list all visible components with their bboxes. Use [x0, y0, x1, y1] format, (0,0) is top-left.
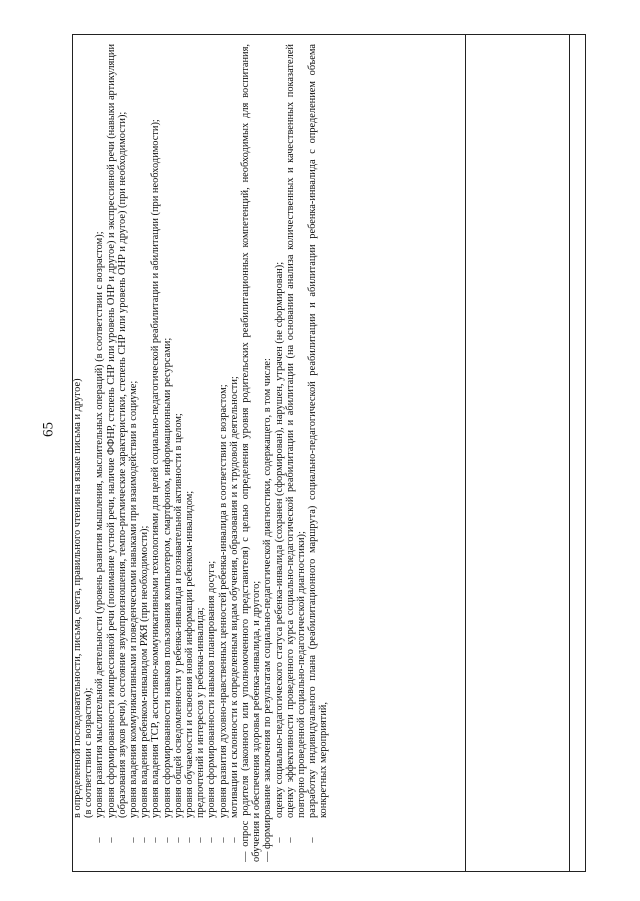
list-item: – уровня владения ТСР, ассистивно-коммуникативными технологиями для целей социально-педагогической реабилитации и абилитации (при необходимости); — [150, 44, 161, 862]
list-item: – уровня владения ребенком-инвалидом РЖЯ (при необходимости); — [139, 44, 150, 862]
paragraph: — формирование заключения по результатам социально-педагогической диагностики, содержащего, в том числе: — [262, 44, 273, 862]
dash-marker: – — [128, 837, 140, 843]
dash-marker: – — [172, 837, 184, 843]
dash-marker: – — [284, 837, 296, 843]
dash-marker: – — [94, 837, 106, 843]
list-item: – уровня сформированности навыков пользования компьютером, смартфоном, информационными ресурсами; — [162, 44, 173, 862]
sub-list-item: – оценку социально-педагогического статуса ребенка-инвалида (сохранен (сформирован), нарушен, утрачен (не сформирован); — [274, 44, 285, 862]
list-item: – мотивации и склонности к определенным видам обучения, образования и к трудовой деятельности; — [229, 44, 240, 862]
text-cell — [72, 44, 464, 862]
dash-marker: – — [161, 837, 173, 843]
dash-marker: – — [105, 837, 117, 843]
dash-marker: – — [307, 837, 319, 843]
list-item: – предпочтений и интересов у ребенка-инвалида; — [195, 44, 206, 862]
dash-marker: – — [195, 837, 207, 843]
list-item: – уровня общей осведомленности у ребенка-инвалида и познавательной активности в целом; — [173, 44, 184, 862]
table-column-divider — [569, 35, 570, 871]
lead-block — [72, 44, 94, 862]
dash-marker: – — [228, 837, 240, 843]
list-item: – уровня сформированности навыков планирования досуга; — [206, 44, 217, 862]
list-item: – уровня сформированности импрессивной речи (понимание устной речи, наличие ФФНР, степень СНР или уровень ОНР и другое) и экспрессивной речи (навыки артикуляции (образования звуков речи), состояние звукопроизношения, темпо-ритмические характеристики, степень СНР или уровень ОНР и другое) (при необходимости); — [106, 44, 128, 862]
paragraph: — опрос родителя (законного или уполномоченного представителя) с целью определения уровня родительских реабилитационных компетенций, необходимых для воспитания, обучения и обеспечения здоровья ребенка-инвалида, и другого; — [240, 44, 262, 862]
rotated-table-content — [72, 34, 464, 872]
list-item: – уровня владения коммуникативными и поведенческими навыками при взаимодействии в социуме; — [128, 44, 139, 862]
table-column-divider — [465, 35, 466, 871]
sub-list-item: – разработку индивидуального плана (реабилитационного маршрута) социально-педагогической реабилитации и абилитации ребенка-инвалида с определением объема конкретных мероприятий, — [307, 44, 329, 862]
sub-list-item: – оценку эффективности проведенного курса социально-педагогической реабилитации и абилитации (на основании анализа количественных и качественных показателей повторно проведенной социально-педагогической диагностики); — [285, 44, 307, 862]
dash-marker: – — [217, 837, 229, 843]
dash-marker: – — [206, 837, 218, 843]
lead-line: в определенной последовательности, письма, счета, правильного чтения на языке письма и другое) — [72, 378, 83, 818]
list-item: – уровня обучаемости и освоения новой информации ребенком-инвалидом; — [184, 44, 195, 862]
dash-marker: – — [184, 837, 196, 843]
page-number: 65 — [40, 422, 57, 437]
list-item: – уровня развития духовно-нравственных ценностей ребенка-инвалида в соответствии с возрастом; — [218, 44, 229, 862]
dash-marker: – — [139, 837, 151, 843]
dash-marker: – — [150, 837, 162, 843]
list-item: – уровня развития мыслительной деятельности (уровень развития мышления, мыслительных операций) (в соответствии с возрастом); — [94, 44, 105, 862]
dash-marker: – — [273, 837, 285, 843]
lead-line: (в соответствии с возрастом); — [83, 687, 95, 818]
